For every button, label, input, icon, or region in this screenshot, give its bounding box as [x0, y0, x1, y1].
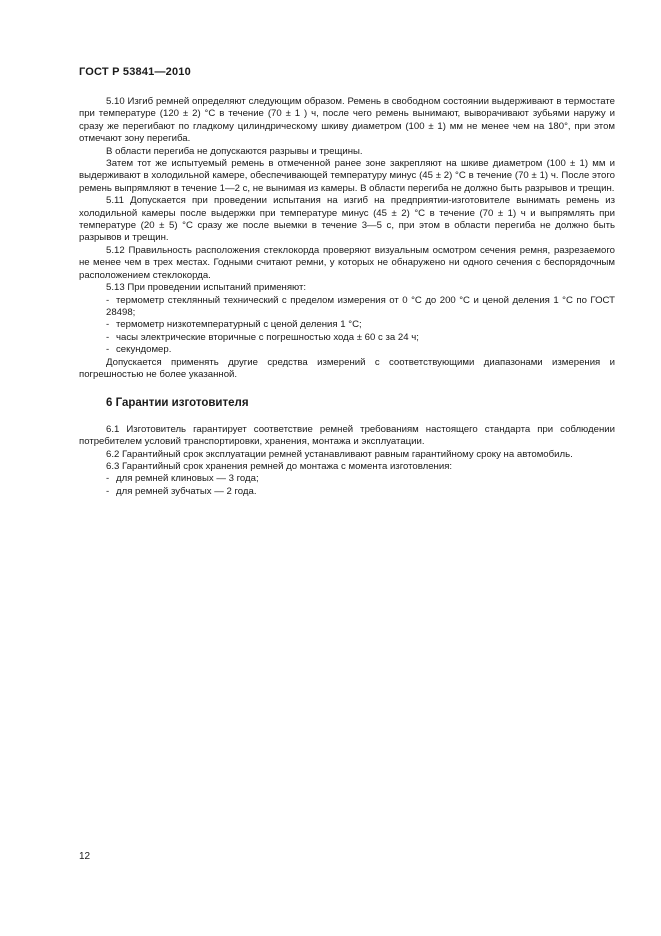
paragraph-5-13: 5.13 При проведении испытаний применяют:	[106, 282, 307, 294]
list-item-text: часы электрические вторичные с погрешностью хода ± 60 с за 24 ч;	[116, 331, 419, 343]
list-item-text: для ремней зубчатых — 2 года.	[116, 485, 257, 497]
section-title: 6 Гарантии изготовителя	[106, 397, 249, 410]
list-item-text: термометр низкотемпературный с ценой деления 1 °C;	[116, 319, 362, 331]
list-item	[79, 473, 615, 485]
paragraph-6-2: 6.2 Гарантийный срок эксплуатации ремней устанавливают равным гарантийному сроку на автомобиль.	[106, 448, 573, 460]
document-body	[79, 96, 615, 498]
paragraph: Затем тот же испытуемый ремень в отмеченной ранее зоне закрепляют на шкиве диаметром (100 ± 1) мм и выдерживают в холодильной камере, обеспечивающей температуру минус (45 ± 2) °C в течение (70 ± 1) ч. После этого ремень выпрямляют в течение 1—2 с, не вынимая из камеры. В области перегиба не должно быть разрывов и трещин.	[79, 158, 615, 194]
document-header: ГОСТ Р 53841—2010	[79, 66, 191, 78]
paragraph-5-11: 5.11 Допускается при проведении испытания на изгиб на предприятии-изготовителе вынимать ремень из холодильной камеры после выдержки при температуре минус (45 ± 2) °C в течение (70 ± 1) ч и выпрямлять при температуре (20 ± 5) °C сразу же после выемки в течение 3—5 с, при этом в области перегиба не должно быть разрывов и трещин.	[79, 195, 615, 244]
list-item	[79, 332, 615, 344]
list-item	[79, 486, 615, 498]
dash-marker: -	[106, 319, 110, 331]
paragraph-6-1: 6.1 Изготовитель гарантирует соответствие ремней требованиям настоящего стандарта при соблюдении потребителем условий транспортировки, хранения, монтажа и эксплуатации.	[79, 423, 615, 448]
list-item-text: секундомер.	[116, 344, 172, 356]
dash-marker: -	[106, 294, 110, 306]
dash-marker: -	[106, 485, 110, 497]
list-item-text: для ремней клиновых — 3 года;	[116, 473, 259, 485]
dash-marker: -	[106, 344, 110, 356]
paragraph-5-12: 5.12 Правильность расположения стеклокорда проверяют визуальным осмотром сечения ремня, разрезаемого не менее чем в трех местах. Годными считают ремни, у которых не обнаружено ни одного сечения с беспорядочным расположением стеклокорда.	[79, 244, 615, 281]
paragraph-5-10: 5.10 Изгиб ремней определяют следующим образом. Ремень в свободном состоянии выдерживают в термостате при температуре (120 ± 2) °C в течение (70 ± 1 ) ч, после чего ремень вынимают, выворачивают зубьями наружу и сразу же перегибают по гладкому цилиндрическому шкиву диаметром (100 ± 1) мм не менее чем на 180°, при этом отмечают зону перегиба.	[79, 96, 615, 145]
paragraph: В области перегиба не допускаются разрывы и трещины.	[106, 145, 363, 157]
list-item	[79, 344, 615, 356]
paragraph-6-3: 6.3 Гарантийный срок хранения ремней до монтажа с момента изготовления:	[106, 460, 453, 472]
paragraph: Допускается применять другие средства измерений с соответствующими диапазонами измерения и погрешностью не более указанной.	[79, 356, 615, 380]
dash-marker: -	[106, 331, 110, 343]
list-item	[79, 319, 615, 331]
list-item-text: термометр стеклянный технический с пределом измерения от 0 °C до 200 °C и ценой деления 1 °C по ГОСТ 28498;	[106, 294, 615, 318]
dash-marker: -	[106, 473, 110, 485]
list-item	[79, 295, 615, 320]
page-number: 12	[79, 851, 91, 862]
